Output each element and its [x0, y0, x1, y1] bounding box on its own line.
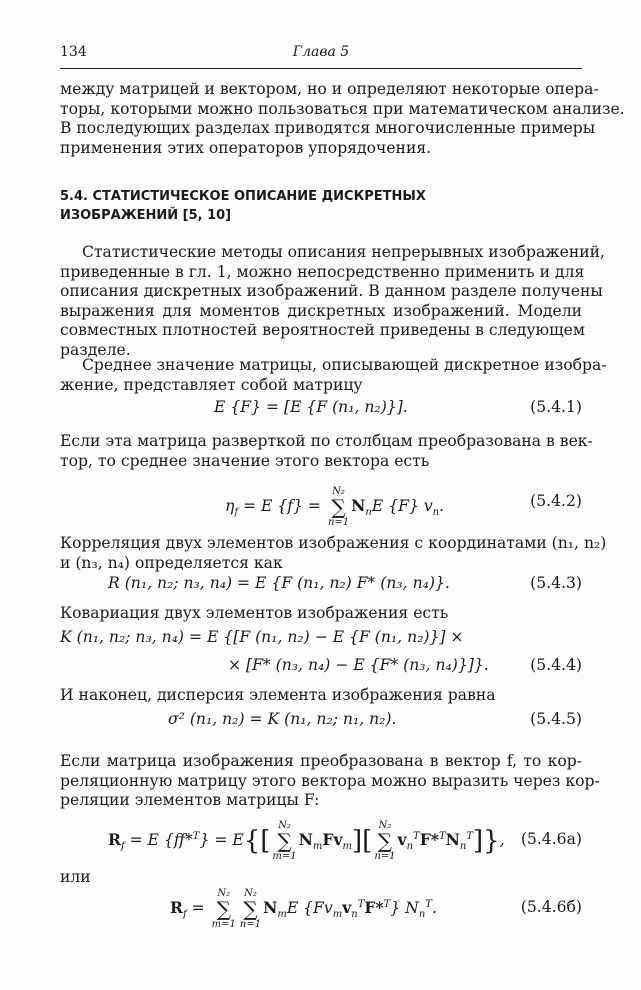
- text-line: разделе.: [60, 340, 131, 359]
- text-line: реляционную матрицу этого вектора можно выразить через кор-: [60, 771, 600, 790]
- sum-upper-limit: N₂: [217, 888, 231, 899]
- section-heading-line: ИЗОБРАЖЕНИЙ [5, 10]: [60, 208, 232, 223]
- text-line: между матрицей и вектором, но и определяют некоторые опера-: [60, 80, 599, 98]
- text-line: и (n₃, n₄) определяется как: [60, 553, 283, 572]
- equation-body: × [F* (n₃, n₄) − E {F* (n₃, n₄)}]}.: [228, 656, 489, 674]
- text-line: Если матрица изображения преобразована в вектор f, то кор-: [60, 752, 582, 770]
- text-line: описания дискретных изображений. В данном разделе получены: [60, 282, 603, 300]
- text-line: И наконец, дисперсия элемента изображения равна: [60, 686, 496, 704]
- vector-v: v: [342, 898, 352, 917]
- equation-body: [225, 486, 444, 528]
- vector-v: v: [397, 830, 407, 849]
- matrix-F-conj: F*: [419, 830, 439, 849]
- sum-lower-limit: n=1: [374, 851, 396, 862]
- sum-symbol: N₂ ∑ m=1: [211, 888, 236, 930]
- equation-number: (5.4.3): [530, 574, 582, 592]
- text-line: торы, которыми можно пользоваться при математическом анализе.: [60, 99, 625, 118]
- equation-5-4-5: [60, 710, 582, 734]
- text-line: Статистические методы описания непрерывных изображений,: [82, 243, 605, 261]
- text-line: Ковариация двух элементов изображения есть: [60, 604, 449, 622]
- paragraph-correlation: [60, 534, 607, 573]
- equation-text: } = E: [199, 831, 244, 849]
- paragraph-dispersion: [60, 686, 582, 706]
- running-header: [60, 44, 582, 66]
- subscript: n: [406, 841, 414, 853]
- sum-lower-limit: m=1: [272, 851, 297, 862]
- text-line: реляции элементов матрицы F:: [60, 791, 320, 809]
- subscript: f: [234, 507, 239, 519]
- sum-symbol: N₂ ∑ n=1: [327, 486, 350, 528]
- equation-5-4-4-line1: [60, 628, 582, 652]
- equation-number: (5.4.5): [530, 710, 582, 728]
- matrix-R: R: [170, 898, 183, 917]
- equation-text: .: [439, 497, 445, 515]
- superscript: T: [438, 830, 446, 842]
- symbol-eta: η: [225, 497, 235, 515]
- equation-number: (5.4.6б): [520, 898, 582, 916]
- superscript: T: [192, 830, 200, 842]
- text-line: совместных плотностей вероятностей приведены в следующем: [60, 321, 585, 339]
- paragraph-vector-mean: [60, 432, 593, 471]
- equation-5-4-6a: [60, 814, 582, 864]
- matrix-N: N: [263, 898, 278, 917]
- equation-number: (5.4.4): [530, 656, 582, 674]
- text-line: Среднее значение матрицы, описывающей дискретное изобра-: [82, 356, 607, 374]
- matrix-N: N: [445, 830, 460, 849]
- paragraph-covariance: [60, 604, 582, 624]
- equation-body: E {F} = [E {F (n₁, n₂)}].: [214, 398, 408, 416]
- subscript: n: [459, 841, 467, 853]
- equation-number: (5.4.2): [530, 492, 582, 510]
- text-line: применения этих операторов упорядочения.: [60, 138, 432, 157]
- sum-symbol: N₂ ∑ n=1: [374, 820, 396, 862]
- superscript: T: [466, 830, 473, 842]
- paragraph-statistical-methods: [60, 243, 605, 360]
- section-heading-line: 5.4. СТАТИСТИЧЕСКОЕ ОПИСАНИЕ ДИСКРЕТНЫХ: [60, 189, 426, 204]
- left-brace: {[: [243, 826, 271, 856]
- text-line: Корреляция двух элементов изображения с координатами (n₁, n₂): [60, 534, 607, 552]
- subscript: m: [342, 841, 353, 853]
- equation-text: = E {ff*: [124, 831, 193, 849]
- intro-paragraph: [60, 80, 625, 158]
- equation-number: (5.4.1): [530, 398, 582, 416]
- equation-text: ,: [499, 831, 505, 849]
- sum-upper-limit: N₂: [378, 820, 392, 831]
- sum-lower-limit: m=1: [211, 919, 236, 930]
- text-line: выражения для моментов дискретных изображений. Модели: [60, 301, 582, 320]
- subscript: n: [365, 507, 372, 519]
- paragraph-mean-value: [60, 356, 607, 395]
- subscript: f: [120, 841, 125, 853]
- sum-lower-limit: n=1: [327, 517, 350, 528]
- sum-symbol: N₂ ∑ n=1: [239, 888, 262, 930]
- matrix-N: N: [351, 496, 366, 515]
- sum-lower-limit: n=1: [239, 919, 262, 930]
- subscript: n: [418, 909, 426, 921]
- sum-upper-limit: N₂: [332, 486, 345, 497]
- sum-upper-limit: N₂: [278, 820, 291, 831]
- equation-text: = E {f} =: [238, 497, 326, 515]
- subscript: m: [277, 909, 287, 921]
- equation-5-4-6b: [60, 882, 582, 932]
- superscript: T: [425, 898, 432, 910]
- matrix-N: N: [298, 830, 313, 849]
- chapter-title: Глава 5: [292, 44, 350, 60]
- right-brace: ]}: [473, 826, 500, 856]
- equation-5-4-2: [60, 478, 582, 526]
- text-line: жение, представляет собой матрицу: [60, 375, 363, 394]
- equation-text: =: [186, 899, 210, 917]
- subscript: m: [312, 841, 323, 853]
- text-line: В последующих разделах приводятся многочисленные примеры: [60, 119, 596, 137]
- superscript: T: [413, 830, 420, 842]
- paragraph-vector-correlation: [60, 752, 600, 811]
- superscript: T: [383, 898, 391, 910]
- equation-body: [108, 820, 505, 862]
- bracket-pair: ][: [352, 826, 373, 856]
- text-line: Если эта матрица разверткой по столбцам преобразована в век-: [60, 432, 593, 450]
- page-number: 134: [60, 44, 87, 60]
- equation-body: R (n₁, n₂; n₃, n₄) = E {F (n₁, n₂) F* (n₃, n₄)}.: [108, 574, 450, 592]
- subscript: n: [432, 507, 440, 519]
- equation-text: E {F} v: [371, 497, 433, 515]
- equation-text: } N: [390, 899, 419, 917]
- equation-body: [170, 888, 437, 930]
- sum-upper-limit: N₂: [244, 888, 257, 899]
- text-line: тор, то среднее значение этого вектора есть: [60, 451, 430, 470]
- subscript: f: [182, 909, 187, 921]
- equation-text: .: [431, 899, 437, 917]
- subscript: m: [332, 909, 343, 921]
- equation-body: σ² (n₁, n₂) = K (n₁, n₂; n₁, n₂).: [168, 710, 397, 728]
- text-line: или: [60, 868, 91, 886]
- equation-5-4-4-line2: [60, 656, 582, 680]
- subscript: n: [351, 909, 358, 921]
- equation-5-4-3: [60, 574, 582, 598]
- matrix-F-conj: F*: [364, 898, 384, 917]
- superscript: T: [357, 898, 365, 910]
- equation-text: E {Fv: [286, 899, 333, 917]
- header-rule: [60, 68, 582, 69]
- equation-body: K (n₁, n₂; n₃, n₄) = E {[F (n₁, n₂) − E {F (n₁, n₂)}] ×: [60, 628, 464, 646]
- equation-number: (5.4.6а): [520, 830, 582, 848]
- section-heading: [60, 187, 582, 225]
- text-line: приведенные в гл. 1, можно непосредственно применить и для: [60, 262, 585, 281]
- sum-symbol: N₂ ∑ m=1: [272, 820, 297, 862]
- matrix-F-vector-v: Fv: [322, 830, 343, 849]
- matrix-R: R: [108, 830, 121, 849]
- equation-5-4-1: [60, 398, 582, 422]
